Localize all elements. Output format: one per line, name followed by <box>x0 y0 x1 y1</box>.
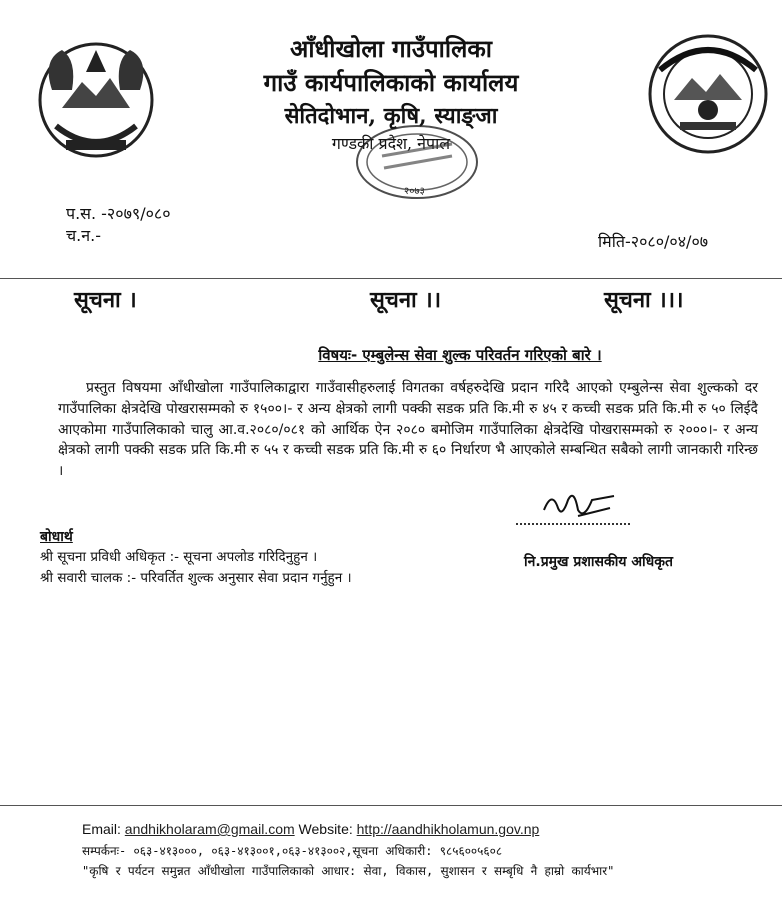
footer-divider <box>0 805 782 806</box>
cc-item: श्री सूचना प्रविधी अधिकृत :- सूचना अपलोड गरिदिनुहुन । <box>40 549 318 565</box>
office-name: आँधीखोला गाउँपालिका <box>289 34 493 63</box>
notice-heading: सूचना । <box>74 287 137 313</box>
reference-number: प.स. -२०७९/०८० <box>66 204 171 223</box>
dispatch-number: च.न.- <box>66 226 101 245</box>
footer-email-line: Email: andhikholaram@gmail.com Website: http://aandhikholamun.gov.np <box>82 821 540 837</box>
notice-body: प्रस्तुत विषयमा आँधीखोला गाउँपालिकाद्वारा गाउँवासीहरुलाई विगतका वर्षहरुदेखि प्रदान गरिदै आएको एम्बुलेन्स सेवा शुल्कको दर गाउँपालिका क्षेत्रदेखि पोखरासम्मको रु १५००।- र अन्य क्षेत्रको लागी पक्की सडक प्रति कि.मी रु ४५ र कच्ची सडक प्रति कि.मी रु ५० लिईदै आएकोमा गाउँपालिकाको चालु आ.व.२०८०/०८१ को आर्थिक ऐन २०८० बमोजिम गाउँपालिका क्षेत्रदेखि पोखरासम्मको रु २०००।- र अन्य क्षेत्रको लागी पक्की सडक प्रति कि.मी रु ५५ र कच्ची सडक प्रति कि.मी रु ६० निर्धारण भै आएकोले सम्बन्धित सबैको लागी जानकारी गरिन्छ । <box>58 380 758 480</box>
notice-heading: सूचना ।।। <box>604 287 684 313</box>
header-divider <box>0 278 782 279</box>
footer-slogan: "कृषि र पर्यटन समुन्नत आँधीखोला गाउँपालिकाको आधार: सेवा, विकास, सुशासन र सम्बृधि नै हाम्रो कार्यभार" <box>82 864 615 878</box>
handwritten-signature-icon <box>538 486 618 526</box>
office-stamp-icon <box>352 122 482 202</box>
notice-heading: सूचना ।। <box>370 287 442 313</box>
signature-line <box>516 522 630 525</box>
office-subtitle: गाउँ कार्यपालिकाको कार्यालय <box>263 68 519 97</box>
svg-text:२०७३: २०७३ <box>404 186 425 197</box>
office-province: गण्डकी प्रदेश, नेपाल <box>331 134 451 153</box>
signatory-title: नि.प्रमुख प्रशासकीय अधिकृत <box>524 554 673 570</box>
footer-contact: सम्पर्कनः- ०६३-४१३०००, ०६३-४१३००१,०६३-४१३००२,सूचना अधिकारी: ९८५६००५६०८ <box>82 844 503 858</box>
email-link[interactable]: andhikholaram@gmail.com <box>124 821 295 837</box>
cc-item: श्री सवारी चालक :- परिवर्तित शुल्क अनुसार सेवा प्रदान गर्नुहुन । <box>40 570 352 586</box>
website-link[interactable]: http://aandhikholamun.gov.np <box>356 821 540 837</box>
subject-line: विषयः- एम्बुलेन्स सेवा शुल्क परिवर्तन गरिएको बारे । <box>318 346 602 364</box>
cc-heading: बोधार्थ <box>40 529 73 545</box>
letter-date: मिति-२०८०/०४/०७ <box>598 232 709 251</box>
office-address: सेतिदोभान, कृषि, स्याङ्जा <box>284 103 498 129</box>
